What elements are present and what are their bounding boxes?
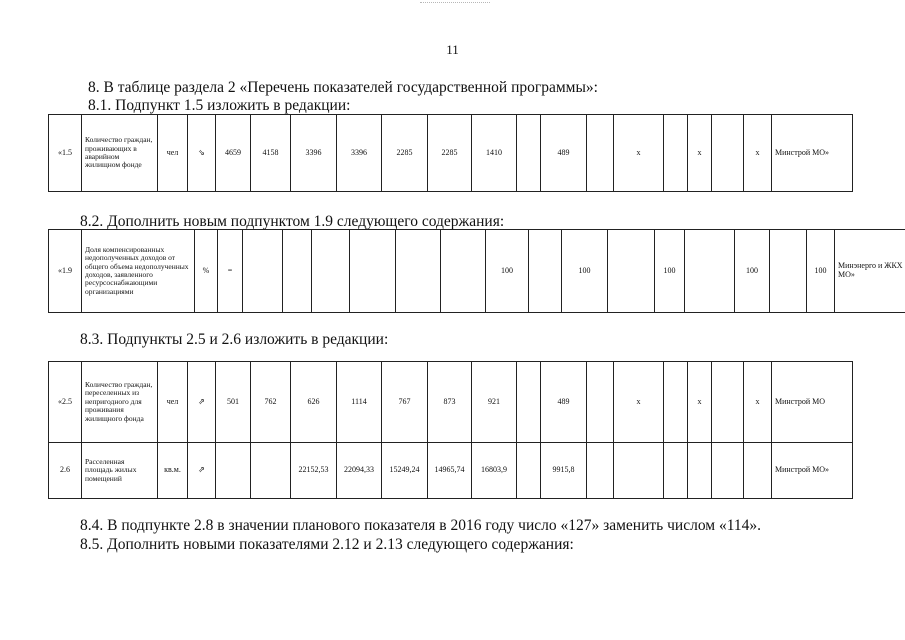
indicator-name: Количество граждан, проживающих в аварийном жилищном фонде <box>82 115 158 192</box>
value-cell: х <box>688 115 712 192</box>
value-cell <box>664 362 688 443</box>
value-cell: 100 <box>807 230 835 313</box>
value-cell: 2285 <box>382 115 428 192</box>
value-cell: х <box>688 362 712 443</box>
value-cell: 2285 <box>428 115 472 192</box>
page-number: 11 <box>446 42 459 57</box>
unit: кв.м. <box>158 443 188 499</box>
value-cell <box>251 443 291 499</box>
responsible-body: Минстрой МО <box>772 362 853 443</box>
value-cell <box>517 362 541 443</box>
value-cell <box>712 362 744 443</box>
down-arrow-icon: ⇘ <box>188 115 216 192</box>
value-cell: 9915,8 <box>541 443 587 499</box>
value-cell: 100 <box>655 230 685 313</box>
item-8-2-heading: 8.2. Дополнить новым подпунктом 1.9 следующего содержания: <box>80 213 505 230</box>
value-cell: х <box>614 115 664 192</box>
value-cell: 767 <box>382 362 428 443</box>
unit: чел <box>158 115 188 192</box>
row-number: «1.9 <box>49 230 82 313</box>
value-cell <box>517 115 541 192</box>
unit: чел <box>158 362 188 443</box>
indicator-name: Расселенная площадь жилых помещений <box>82 443 158 499</box>
value-cell: 921 <box>472 362 517 443</box>
equals-icon: = <box>218 230 243 313</box>
value-cell <box>770 230 807 313</box>
value-cell: 501 <box>216 362 251 443</box>
value-cell: 4158 <box>251 115 291 192</box>
value-cell: 22152,53 <box>291 443 337 499</box>
value-cell: 100 <box>735 230 770 313</box>
value-cell: х <box>614 362 664 443</box>
row-number: «2.5 <box>49 362 82 443</box>
item-8-3-heading: 8.3. Подпункты 2.5 и 2.6 изложить в редакции: <box>80 331 389 348</box>
value-cell: 762 <box>251 362 291 443</box>
row-number: «1.5 <box>49 115 82 192</box>
unit: % <box>195 230 218 313</box>
value-cell <box>587 115 614 192</box>
responsible-body: Минстрой МО» <box>772 115 853 192</box>
value-cell: 3396 <box>291 115 337 192</box>
item-8-4-text: 8.4. В подпункте 2.8 в значении планового показателя в 2016 году число «127» заменить числом «114». <box>80 517 762 534</box>
value-cell: 100 <box>562 230 608 313</box>
value-cell <box>587 362 614 443</box>
indicator-name: Доля компенсированных недополученных доходов от общего объема недополученных доходов, заявленного ресурсоснабжающими организациями <box>82 230 195 313</box>
value-cell <box>614 443 664 499</box>
value-cell <box>312 230 350 313</box>
value-cell <box>664 115 688 192</box>
value-cell: х <box>744 115 772 192</box>
value-cell: 489 <box>541 115 587 192</box>
value-cell <box>608 230 655 313</box>
value-cell <box>216 443 251 499</box>
value-cell: 489 <box>541 362 587 443</box>
up-arrow-icon: ⇗ <box>188 443 216 499</box>
value-cell <box>517 443 541 499</box>
table-subitems-2-5-2-6 <box>48 361 853 499</box>
value-cell: 14965,74 <box>428 443 472 499</box>
responsible-body: Минстрой МО» <box>772 443 853 499</box>
value-cell: 100 <box>486 230 529 313</box>
value-cell: 16803,9 <box>472 443 517 499</box>
value-cell: 873 <box>428 362 472 443</box>
value-cell <box>587 443 614 499</box>
value-cell <box>685 230 735 313</box>
value-cell <box>664 443 688 499</box>
row-number: 2.6 <box>49 443 82 499</box>
value-cell: 1410 <box>472 115 517 192</box>
table-row <box>49 115 853 192</box>
table-row <box>49 230 905 313</box>
value-cell <box>396 230 441 313</box>
value-cell <box>243 230 283 313</box>
value-cell: 1114 <box>337 362 382 443</box>
value-cell: 22094,33 <box>337 443 382 499</box>
table-row <box>49 362 853 443</box>
indicator-name: Количество граждан, переселенных из непригодного для проживания жилищного фонда <box>82 362 158 443</box>
table-row <box>49 443 853 499</box>
value-cell <box>712 443 744 499</box>
value-cell <box>688 443 712 499</box>
up-arrow-icon: ⇗ <box>188 362 216 443</box>
item-8-1-heading: 8.1. Подпункт 1.5 изложить в редакции: <box>88 97 351 114</box>
value-cell: х <box>744 362 772 443</box>
value-cell <box>529 230 562 313</box>
value-cell: 626 <box>291 362 337 443</box>
value-cell <box>441 230 486 313</box>
value-cell <box>350 230 396 313</box>
table-subitem-1-9 <box>48 229 905 313</box>
value-cell: 4659 <box>216 115 251 192</box>
value-cell <box>744 443 772 499</box>
value-cell: 15249,24 <box>382 443 428 499</box>
value-cell <box>712 115 744 192</box>
table-subitem-1-5 <box>48 114 853 192</box>
responsible-body: Минэнерго и ЖКХ МО» <box>835 230 905 313</box>
value-cell <box>283 230 312 313</box>
scan-artifact <box>420 2 490 7</box>
value-cell: 3396 <box>337 115 382 192</box>
item-8-heading: 8. В таблице раздела 2 «Перечень показателей государственной программы»: <box>88 79 598 96</box>
item-8-5-text: 8.5. Дополнить новыми показателями 2.12 и 2.13 следующего содержания: <box>80 536 574 553</box>
